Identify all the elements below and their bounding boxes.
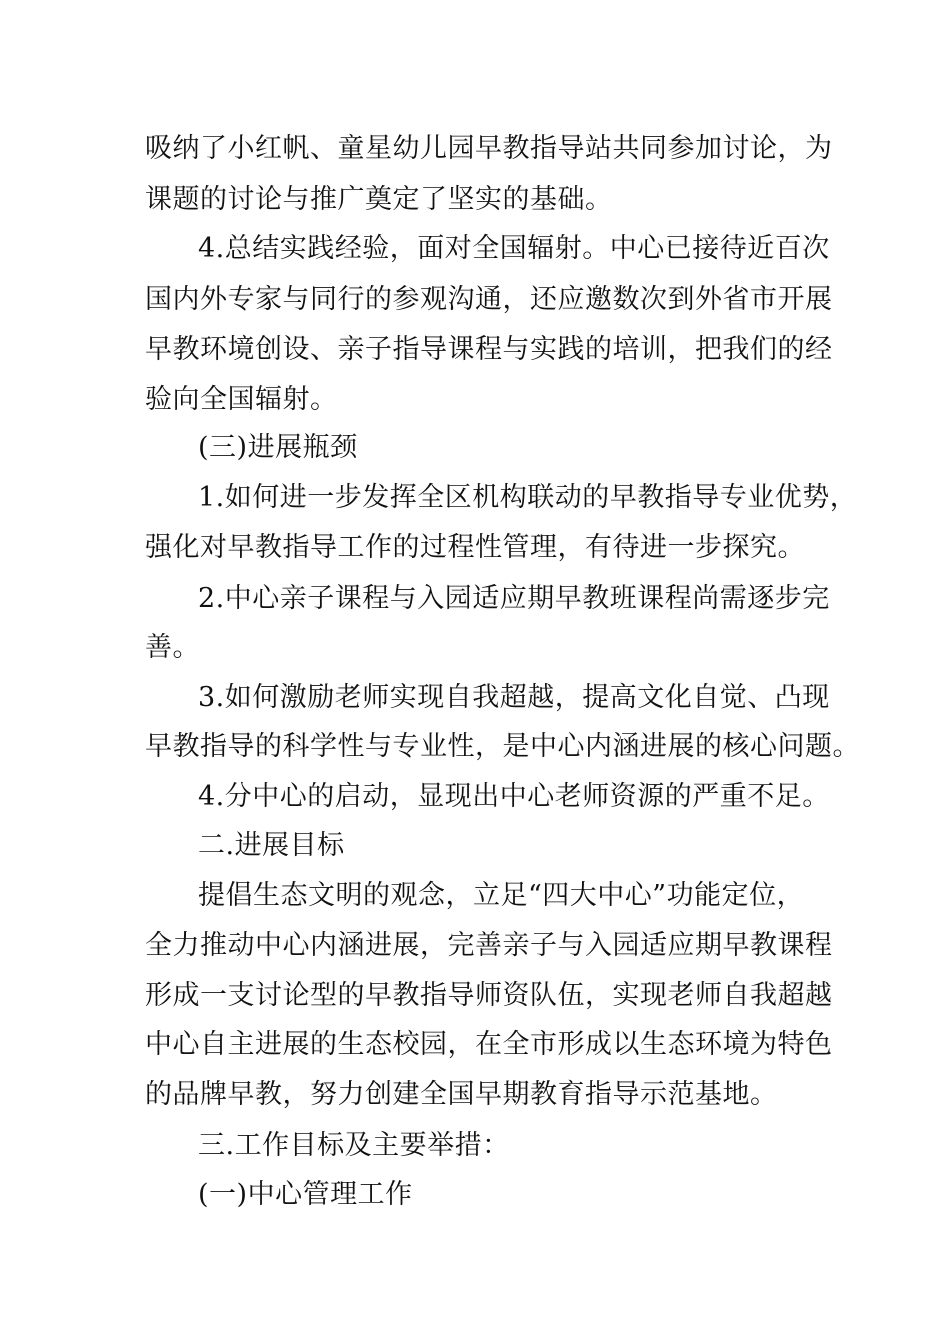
text-line: 3.如何激励老师实现自我超越，提高文化自觉、凸现 <box>198 682 830 713</box>
text-line: 早教环境创设、亲子指导课程与实践的培训，把我们的经 <box>145 334 833 365</box>
text-line: 验向全国辐射。 <box>145 384 338 415</box>
text-line: 4.总结实践经验，面对全国辐射。中心已接待近百次 <box>198 233 830 264</box>
text-line: 善。 <box>145 632 200 663</box>
text-line: 强化对早教指导工作的过程性管理，有待进一步探究。 <box>145 532 805 563</box>
text-line: 形成一支讨论型的早教指导师资队伍，实现老师自我超越 <box>145 980 833 1011</box>
text-line: 2.中心亲子课程与入园适应期早教班课程尚需逐步完 <box>198 583 830 614</box>
text-line: 提倡生态文明的观念，立足“四大中心”功能定位， <box>198 880 805 911</box>
text-line: 课题的讨论与推广奠定了坚实的基础。 <box>145 184 613 215</box>
section-heading: (三)进展瓶颈 <box>198 432 358 463</box>
text-line: 1.如何进一步发挥全区机构联动的早教指导专业优势， <box>198 482 858 513</box>
section-heading: (一)中心管理工作 <box>198 1179 413 1210</box>
section-heading: 二.进展目标 <box>198 830 345 861</box>
text-line: 吸纳了小红帆、童星幼儿园早教指导站共同参加讨论，为 <box>145 133 833 164</box>
text-line: 的品牌早教，努力创建全国早期教育指导示范基地。 <box>145 1079 778 1110</box>
text-line: 早教指导的科学性与专业性，是中心内涵进展的核心问题。 <box>145 731 860 762</box>
text-line: 中心自主进展的生态校园，在全市形成以生态环境为特色 <box>145 1029 833 1060</box>
section-heading: 三.工作目标及主要举措： <box>198 1130 510 1161</box>
text-line: 4.分中心的启动，显现出中心老师资源的严重不足。 <box>198 781 830 812</box>
text-line: 国内外专家与同行的参观沟通，还应邀数次到外省市开展 <box>145 284 833 315</box>
text-line: 全力推动中心内涵进展，完善亲子与入园适应期早教课程 <box>145 930 833 961</box>
